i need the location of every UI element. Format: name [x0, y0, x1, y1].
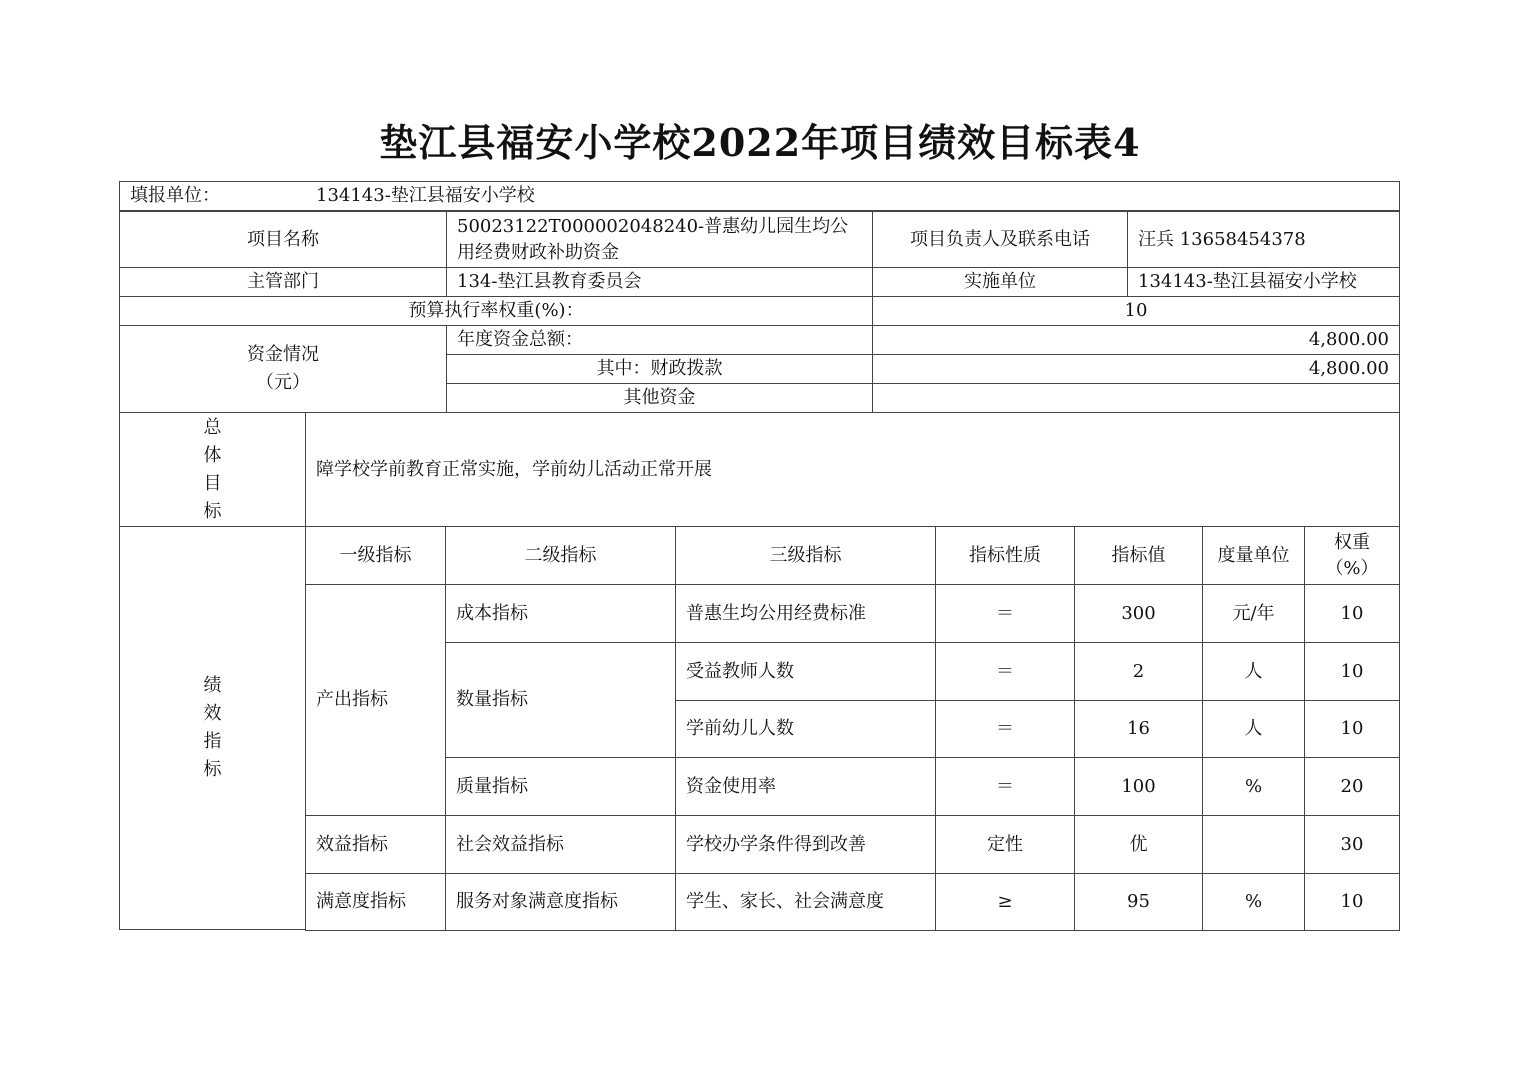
weight-cell: 20 — [1304, 757, 1400, 816]
level3-cell: 普惠生均公用经费标准 — [675, 584, 936, 643]
header-unit: 度量单位 — [1202, 526, 1305, 585]
unit-row — [119, 181, 1400, 211]
overall-goal-text: 障学校学前教育正常实施，学前幼儿活动正常开展 — [305, 412, 1400, 527]
performance-target-table — [120, 182, 1400, 931]
funds-fiscal-label: 其中：财政拨款 — [446, 354, 873, 384]
overall-char: 体 — [203, 444, 222, 466]
value-cell: 95 — [1074, 873, 1203, 931]
unit-label: 填报单位： — [130, 185, 220, 206]
weight-cell: 10 — [1304, 700, 1400, 758]
header-nature: 指标性质 — [935, 526, 1075, 585]
unit-value: 134143-垫江县福安小学校 — [316, 185, 535, 206]
header-level3: 三级指标 — [675, 526, 936, 585]
funds-total-value: 4,800.00 — [872, 325, 1400, 355]
level3-cell: 受益教师人数 — [675, 642, 936, 701]
page-title: 垫江县福安小学校2022年项目绩效目标表4 — [379, 120, 1141, 165]
funds-label-line2: （元） — [256, 372, 310, 393]
value-cell: 2 — [1074, 642, 1203, 701]
project-name-label: 项目名称 — [119, 211, 447, 268]
nature-cell: ＝ — [935, 700, 1075, 758]
level2-quality: 质量指标 — [445, 757, 676, 816]
funds-other-label: 其他资金 — [446, 383, 873, 413]
level3-cell: 学生、家长、社会满意度 — [675, 873, 936, 931]
level1-benefit: 效益指标 — [305, 815, 446, 874]
level2-social: 社会效益指标 — [445, 815, 676, 874]
level1-output: 产出指标 — [305, 584, 446, 816]
nature-cell: ≥ — [935, 873, 1075, 931]
level2-quantity: 数量指标 — [445, 642, 676, 758]
contact-value: 汪兵 13658454378 — [1127, 211, 1400, 268]
header-level2: 二级指标 — [445, 526, 676, 585]
budget-weight-value: 10 — [872, 296, 1400, 326]
funds-label-line1: 资金情况 — [247, 344, 319, 365]
nature-cell: ＝ — [935, 757, 1075, 816]
weight-cell: 10 — [1304, 642, 1400, 701]
value-cell: 100 — [1074, 757, 1203, 816]
dept-label: 主管部门 — [119, 267, 447, 297]
budget-weight-label: 预算执行率权重(%)： — [119, 296, 873, 326]
perf-char: 效 — [203, 703, 222, 724]
weight-cell: 30 — [1304, 815, 1400, 874]
unit-cell: 元/年 — [1202, 584, 1305, 643]
perf-char: 指 — [203, 731, 222, 752]
impl-value: 134143-垫江县福安小学校 — [1127, 267, 1400, 297]
unit-cell: 人 — [1202, 700, 1305, 758]
nature-cell: ＝ — [935, 584, 1075, 643]
header-weight: 权重（%） — [1304, 526, 1400, 585]
unit-cell: % — [1202, 757, 1305, 816]
funds-total-label: 年度资金总额： — [446, 325, 873, 355]
header-value: 指标值 — [1074, 526, 1203, 585]
unit-cell: % — [1202, 873, 1305, 931]
overall-char: 目 — [203, 472, 222, 494]
impl-label: 实施单位 — [872, 267, 1128, 297]
overall-char: 标 — [203, 500, 222, 522]
weight-cell: 10 — [1304, 584, 1400, 643]
funds-other-value — [872, 383, 1400, 413]
project-name-value: 50023122T000002048240-普惠幼儿园生均公用经费财政补助资金 — [446, 211, 873, 268]
nature-cell: ＝ — [935, 642, 1075, 701]
perf-label — [119, 526, 306, 930]
value-cell: 300 — [1074, 584, 1203, 643]
weight-cell: 10 — [1304, 873, 1400, 931]
unit-cell — [1202, 815, 1305, 874]
value-cell: 16 — [1074, 700, 1203, 758]
overall-char: 总 — [203, 416, 222, 438]
nature-cell: 定性 — [935, 815, 1075, 874]
contact-label: 项目负责人及联系电话 — [872, 211, 1128, 268]
level1-satisfaction: 满意度指标 — [305, 873, 446, 931]
perf-char: 绩 — [203, 675, 222, 696]
header-level1: 一级指标 — [305, 526, 446, 585]
overall-goal-label — [119, 412, 306, 527]
level2-cost: 成本指标 — [445, 584, 676, 643]
funds-label — [119, 325, 447, 413]
level2-service: 服务对象满意度指标 — [445, 873, 676, 931]
level3-cell: 资金使用率 — [675, 757, 936, 816]
unit-cell: 人 — [1202, 642, 1305, 701]
value-cell: 优 — [1074, 815, 1203, 874]
level3-cell: 学前幼儿人数 — [675, 700, 936, 758]
dept-value: 134-垫江县教育委员会 — [446, 267, 873, 297]
funds-fiscal-value: 4,800.00 — [872, 354, 1400, 384]
perf-char: 标 — [203, 759, 222, 780]
level3-cell: 学校办学条件得到改善 — [675, 815, 936, 874]
